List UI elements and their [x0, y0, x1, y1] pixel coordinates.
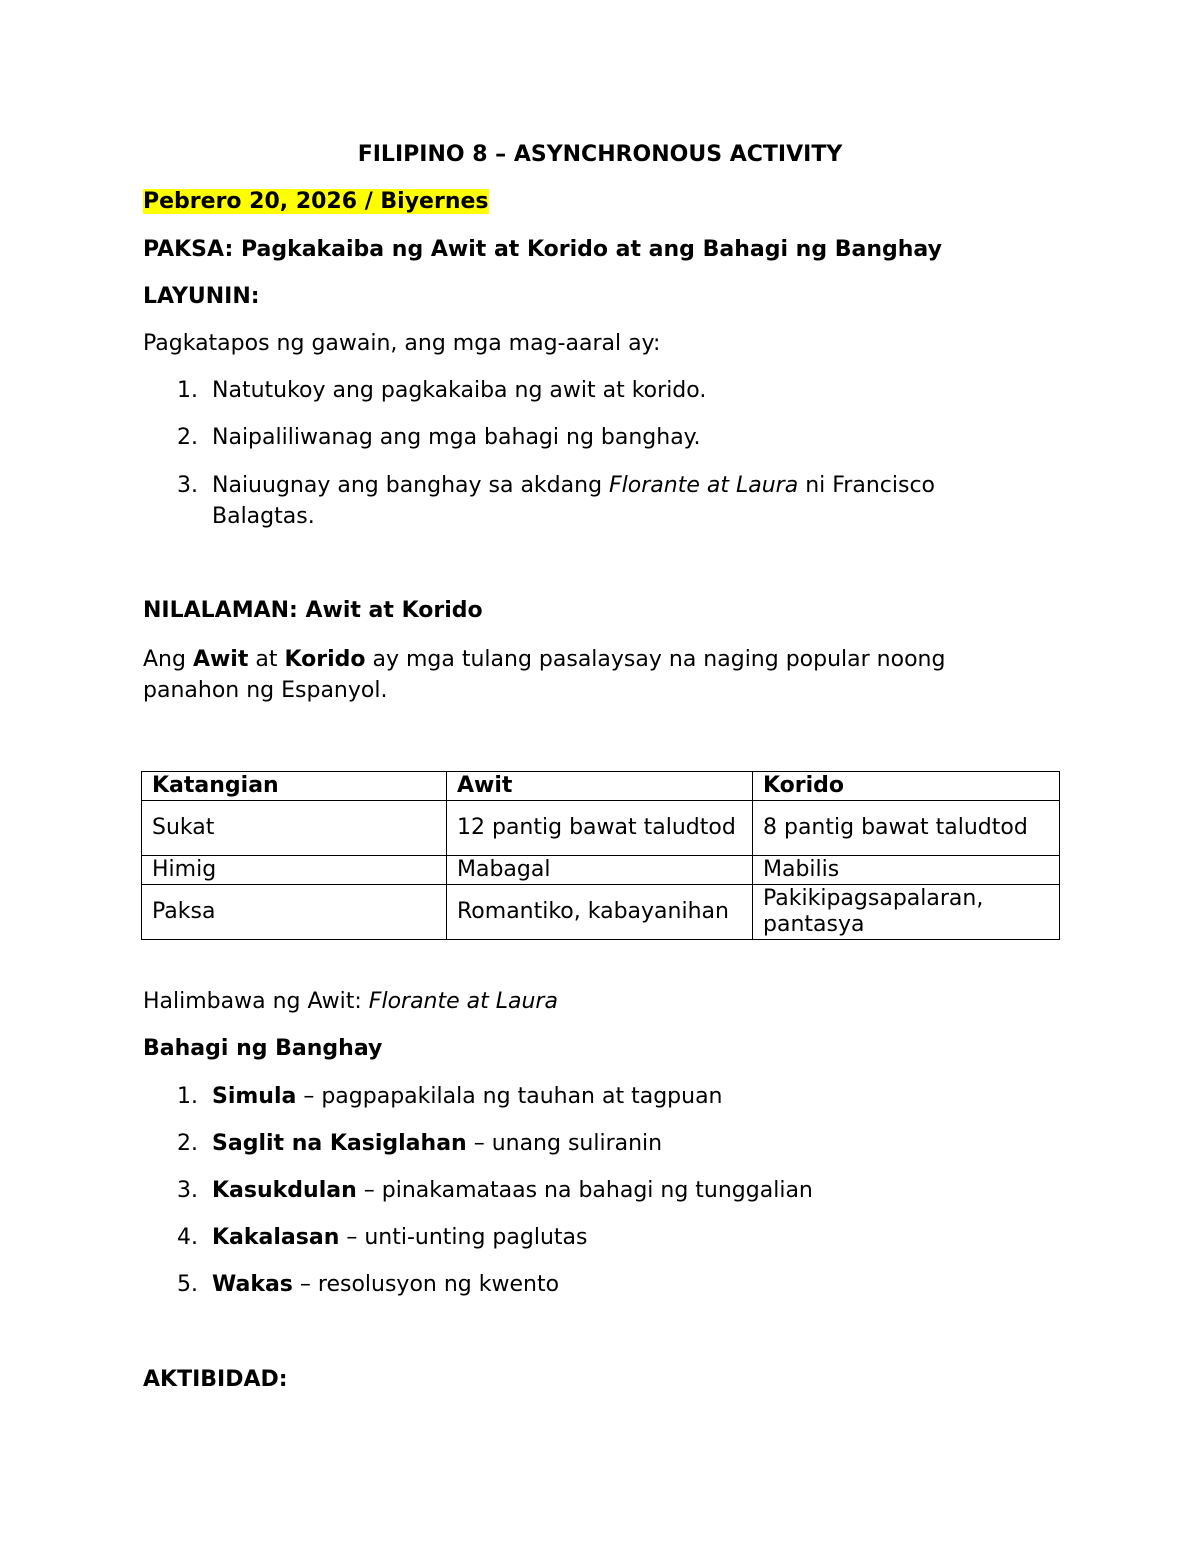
- table-row: [142, 885, 1060, 940]
- banghay-desc: – unti-unting paglutas: [339, 1225, 588, 1250]
- banghay-item: [0, 1129, 1200, 1159]
- list-text: Naipaliliwanag ang mga bahagi ng banghay.: [212, 425, 701, 450]
- table-cell: 8 pantig bawat taludtod: [753, 801, 1060, 856]
- banghay-item: [0, 1082, 1200, 1112]
- table-row: [142, 801, 1060, 856]
- list-number: 2.: [177, 425, 198, 450]
- banghay-desc: – unang suliranin: [466, 1131, 663, 1156]
- table-row: [142, 856, 1060, 885]
- banghay-term: Kakalasan: [212, 1225, 340, 1250]
- table-cell: Mabagal: [447, 856, 753, 885]
- banghay-desc: – pagpapakilala ng tauhan at tagpuan: [296, 1084, 723, 1109]
- table-header: Awit: [447, 772, 753, 801]
- layunin-item: [0, 376, 1200, 406]
- paragraph-text: Ang: [143, 647, 193, 672]
- banghay-term: Kasukdulan: [212, 1178, 357, 1203]
- list-number: 5.: [177, 1272, 198, 1297]
- nilalaman-paragraph: [143, 645, 945, 675]
- banghay-term: Saglit na Kasiglahan: [212, 1131, 467, 1156]
- paragraph-text: ay mga tulang pasalaysay na naging popular noong: [365, 647, 946, 672]
- list-number: 1.: [177, 378, 198, 403]
- table-cell: Romantiko, kabayanihan: [447, 885, 753, 940]
- banghay-desc: – pinakamataas na bahagi ng tunggalian: [356, 1178, 813, 1203]
- list-text-pre: Naiuugnay ang banghay sa akdang: [212, 473, 610, 498]
- work-title: Florante at Laura: [609, 473, 799, 498]
- layunin-heading: LAYUNIN:: [143, 284, 260, 309]
- paksa-label: PAKSA:: [143, 237, 234, 262]
- layunin-item: [0, 471, 1200, 501]
- layunin-item: [0, 423, 1200, 453]
- banghay-item: [0, 1223, 1200, 1253]
- table-header: Korido: [753, 772, 1060, 801]
- list-number: 3.: [177, 473, 198, 498]
- halimbawa-text: Halimbawa ng Awit:: [143, 989, 369, 1014]
- layunin-intro: Pagkatapos ng gawain, ang mga mag-aaral ay:: [143, 331, 661, 356]
- list-number: 3.: [177, 1178, 198, 1203]
- term-korido: Korido: [284, 647, 366, 672]
- list-text: [212, 1223, 587, 1253]
- layunin-item-continued: Balagtas.: [212, 504, 315, 529]
- table-cell: 12 pantig bawat taludtod: [447, 801, 753, 856]
- table-cell: Sukat: [142, 801, 447, 856]
- banghay-item: [0, 1270, 1200, 1300]
- table-header: Katangian: [142, 772, 447, 801]
- list-number: 4.: [177, 1225, 198, 1250]
- comparison-table: [141, 771, 1060, 940]
- date-highlight: Pebrero 20, 2026 / Biyernes: [143, 189, 489, 214]
- document-date: [143, 187, 489, 217]
- halimbawa-line: [143, 987, 558, 1017]
- table-cell: Pakikipagsapalaran, pantasya: [753, 885, 1060, 940]
- paragraph-text: at: [248, 647, 285, 672]
- document-title: FILIPINO 8 – ASYNCHRONOUS ACTIVITY: [357, 142, 843, 167]
- paksa-text: Pagkakaiba ng Awit at Korido at ang Bahagi ng Banghay: [240, 237, 942, 262]
- list-text: [212, 1270, 559, 1300]
- paksa-line: [143, 235, 942, 265]
- term-awit: Awit: [192, 647, 249, 672]
- list-text-post: ni Francisco: [798, 473, 935, 498]
- banghay-term: Simula: [212, 1084, 297, 1109]
- table-cell: Paksa: [142, 885, 447, 940]
- banghay-term: Wakas: [212, 1272, 293, 1297]
- list-text: [212, 1082, 723, 1112]
- list-text: [212, 1176, 813, 1206]
- aktibidad-heading: AKTIBIDAD:: [143, 1367, 288, 1392]
- banghay-desc: – resolusyon ng kwento: [292, 1272, 560, 1297]
- nilalaman-paragraph-continued: panahon ng Espanyol.: [143, 678, 388, 703]
- nilalaman-heading: NILALAMAN: Awit at Korido: [143, 598, 483, 623]
- banghay-item: [0, 1176, 1200, 1206]
- list-text: [212, 471, 935, 501]
- banghay-heading: Bahagi ng Banghay: [143, 1036, 383, 1061]
- list-text: Natutukoy ang pagkakaiba ng awit at korido.: [212, 378, 707, 403]
- table-cell: Himig: [142, 856, 447, 885]
- table-header-row: [142, 772, 1060, 801]
- table-cell: Mabilis: [753, 856, 1060, 885]
- work-title: Florante at Laura: [368, 989, 558, 1014]
- list-number: 2.: [177, 1131, 198, 1156]
- list-text: [212, 1129, 662, 1159]
- list-number: 1.: [177, 1084, 198, 1109]
